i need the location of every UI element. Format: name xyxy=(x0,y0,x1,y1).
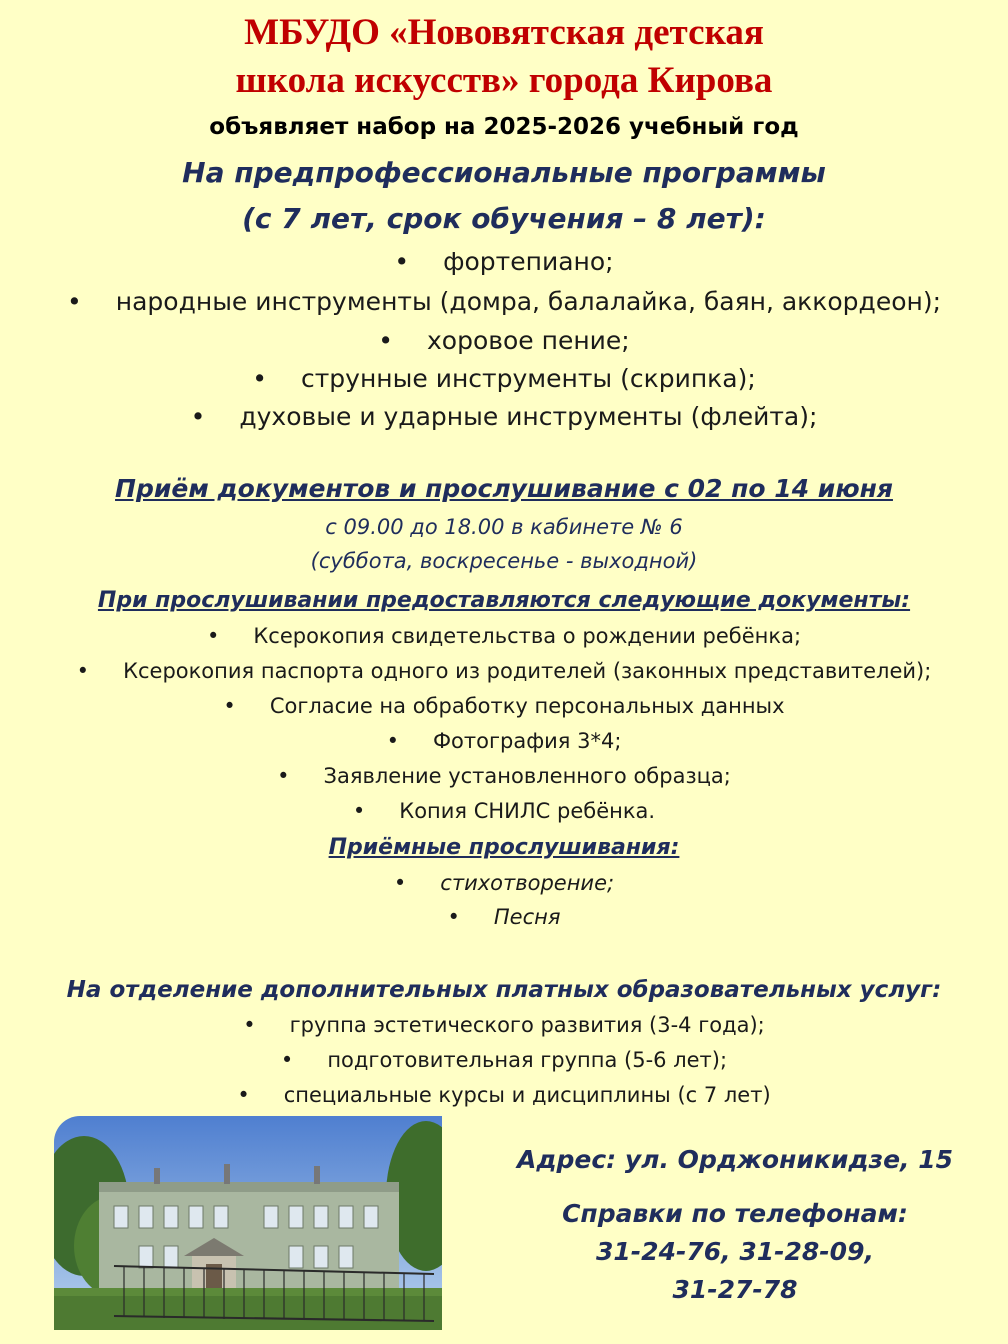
audition-item: • стихотворение; xyxy=(393,871,615,895)
bullet-icon: • xyxy=(252,364,267,393)
phones-line1: 31-24-76, 31-28-09, xyxy=(596,1237,874,1266)
phones-heading: Справки по телефонам: xyxy=(562,1199,908,1228)
bullet-icon: • xyxy=(243,1013,256,1037)
bullet-icon: • xyxy=(447,905,460,929)
admission-hours: с 09.00 до 18.00 в кабинете № 6 xyxy=(325,515,683,539)
bullet-icon: • xyxy=(386,729,399,753)
bullet-icon: • xyxy=(223,694,236,718)
bullet-icon: • xyxy=(352,799,366,823)
bullet-icon: • xyxy=(76,659,90,683)
preprof-heading-line2: (с 7 лет, срок обучения – 8 лет): xyxy=(242,202,766,235)
bullet-icon: • xyxy=(280,1048,294,1072)
document-item: • Ксерокопия свидетельства о рождении ребёнка; xyxy=(206,624,802,648)
paid-item: • специальные курсы и дисциплины (с 7 лет) xyxy=(237,1083,771,1107)
paid-item: • группа эстетического развития (3-4 года); xyxy=(243,1013,765,1037)
bullet-icon: • xyxy=(277,764,290,788)
bullet-icon: • xyxy=(206,624,220,648)
audition-item: • Песня xyxy=(447,905,561,929)
school-title-line2: школа искусств» города Кирова xyxy=(235,60,773,101)
phones-line2: 31-27-78 xyxy=(672,1275,798,1304)
admission-days-off: (суббота, воскресенье - выходной) xyxy=(310,549,698,573)
preprof-heading-line1: На предпрофессиональные программы xyxy=(182,156,826,189)
document-item: • Фотография 3*4; xyxy=(386,729,622,753)
preprof-item: • струнные инструменты (скрипка); xyxy=(252,364,756,393)
bullet-icon: • xyxy=(237,1083,250,1107)
preprof-item: • народные инструменты (домра, балалайка, баян, аккордеон); xyxy=(66,287,942,316)
document-item: • Копия СНИЛС ребёнка. xyxy=(352,799,656,823)
bullet-icon: • xyxy=(190,402,206,431)
document-item: • Ксерокопия паспорта одного из родителей (законных представителей); xyxy=(76,659,932,683)
bullet-icon: • xyxy=(394,247,410,276)
bullet-icon: • xyxy=(378,326,393,355)
auditions-heading: Приёмные прослушивания: xyxy=(328,835,680,860)
school-title-line1: МБУДО «Нововятская детская xyxy=(244,12,764,53)
enrollment-subtitle: объявляет набор на 2025-2026 учебный год xyxy=(209,114,799,140)
paid-services-heading: На отделение дополнительных платных образовательных услуг: xyxy=(66,977,942,1003)
preprof-item: • фортепиано; xyxy=(394,247,614,276)
documents-heading: При прослушивании предоставляются следующие документы: xyxy=(97,588,911,613)
bullet-icon: • xyxy=(393,871,407,895)
paid-item: • подготовительная группа (5-6 лет); xyxy=(280,1048,728,1072)
school-building-photo xyxy=(54,1116,442,1330)
school-address: Адрес: ул. Орджоникидзе, 15 xyxy=(516,1145,954,1174)
document-item: • Заявление установленного образца; xyxy=(277,764,731,788)
preprof-item: • духовые и ударные инструменты (флейта); xyxy=(190,402,818,431)
document-item: • Согласие на обработку персональных данных xyxy=(223,694,785,718)
admission-heading: Приём документов и прослушивание с 02 по 14 июня xyxy=(115,474,893,503)
preprof-item: • хоровое пение; xyxy=(378,326,630,355)
bullet-icon: • xyxy=(66,287,82,316)
